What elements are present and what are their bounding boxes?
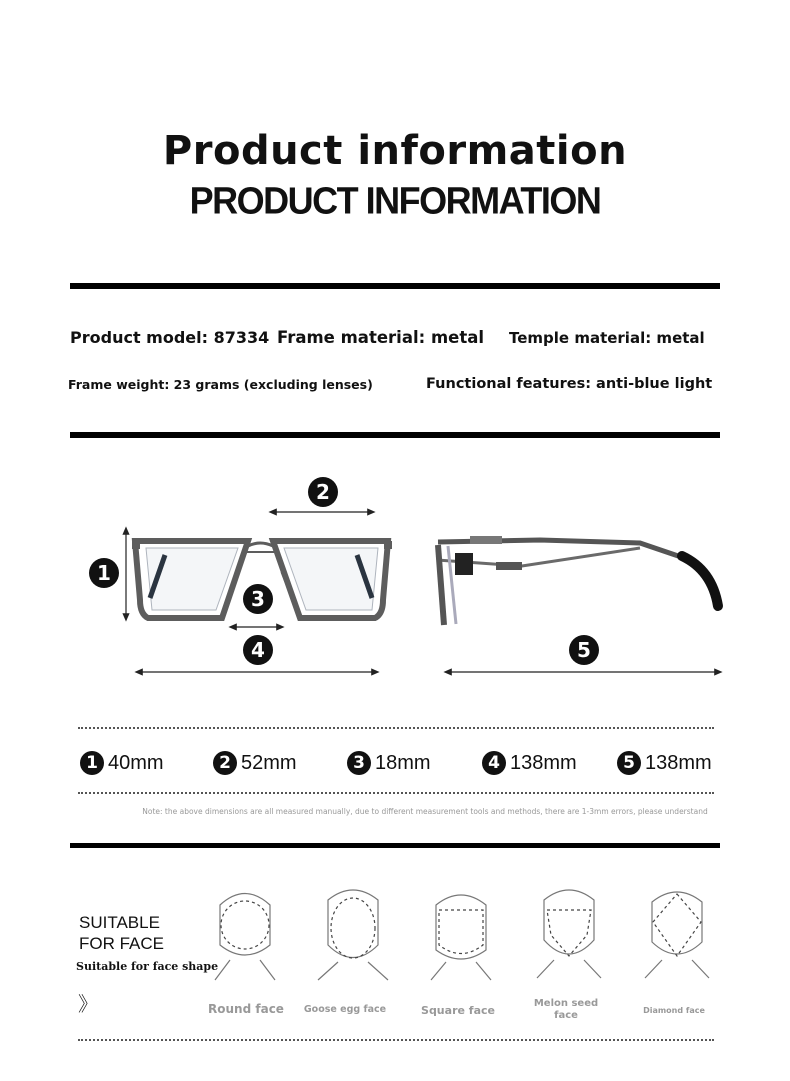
spec-temple-material: Temple material: metal (509, 329, 705, 347)
page-title: Product information (162, 128, 628, 174)
measurement-value: 40mm (108, 751, 164, 774)
face-label-round: Round face (208, 1002, 284, 1016)
diamond-face-sketch (645, 892, 709, 978)
measurement-item (617, 748, 712, 778)
measurement-value: 138mm (645, 751, 712, 774)
measurement-item (347, 748, 431, 778)
measurement-value: 18mm (375, 751, 431, 774)
goose-egg-face-sketch (318, 890, 388, 980)
glasses-side-view (437, 536, 718, 625)
spec-weight: Frame weight: 23 grams (excluding lenses) (68, 377, 373, 392)
face-label-goose-egg: Goose egg face (303, 1004, 387, 1015)
melon-seed-face-sketch (537, 890, 601, 978)
measurement-number: 2 (213, 751, 237, 775)
dotted-divider (78, 792, 714, 794)
dotted-divider (78, 1039, 714, 1041)
face-heading-line2: FOR FACE (79, 934, 165, 953)
measurement-number: 5 (617, 751, 641, 775)
measurement-value: 52mm (241, 751, 297, 774)
measurement-value: 138mm (510, 751, 577, 774)
spec-features: Functional features: anti-blue light (426, 376, 713, 392)
face-heading (79, 912, 164, 954)
round-face-sketch (215, 894, 275, 981)
double-arrow-icon: 》 (78, 994, 98, 1016)
divider (70, 432, 720, 438)
dimension-marker-2: 2 (308, 477, 338, 507)
spec-frame-material: Frame material: metal (277, 328, 485, 347)
face-label-square: Square face (421, 1004, 495, 1017)
measurement-item (80, 748, 164, 778)
face-shape-sketches (195, 880, 735, 990)
face-subheading: Suitable for face shape (76, 960, 219, 973)
face-heading-line1: SUITABLE (79, 913, 160, 932)
divider (70, 283, 720, 289)
measurement-item (482, 748, 577, 778)
divider (70, 843, 720, 848)
spec-model: Product model: 87334 (70, 328, 270, 347)
dotted-divider (78, 727, 714, 729)
measurement-number: 1 (80, 751, 104, 775)
measurement-note: Note: the above dimensions are all measured manually, due to different measurement tools and methods, there are 1-3mm errors, please understand (142, 807, 708, 816)
measurement-item (213, 748, 297, 778)
measurement-number: 3 (347, 751, 371, 775)
dimension-marker-4: 4 (243, 635, 273, 665)
square-face-sketch (431, 895, 491, 980)
dimension-marker-5: 5 (569, 635, 599, 665)
dimension-marker-3: 3 (243, 584, 273, 614)
dimension-marker-1: 1 (89, 558, 119, 588)
face-label-melon-seed: Melon seed face (533, 998, 599, 1021)
measurement-number: 4 (482, 751, 506, 775)
page-subtitle: PRODUCT INFORMATION (189, 178, 601, 222)
face-label-diamond: Diamond face (643, 1006, 705, 1015)
